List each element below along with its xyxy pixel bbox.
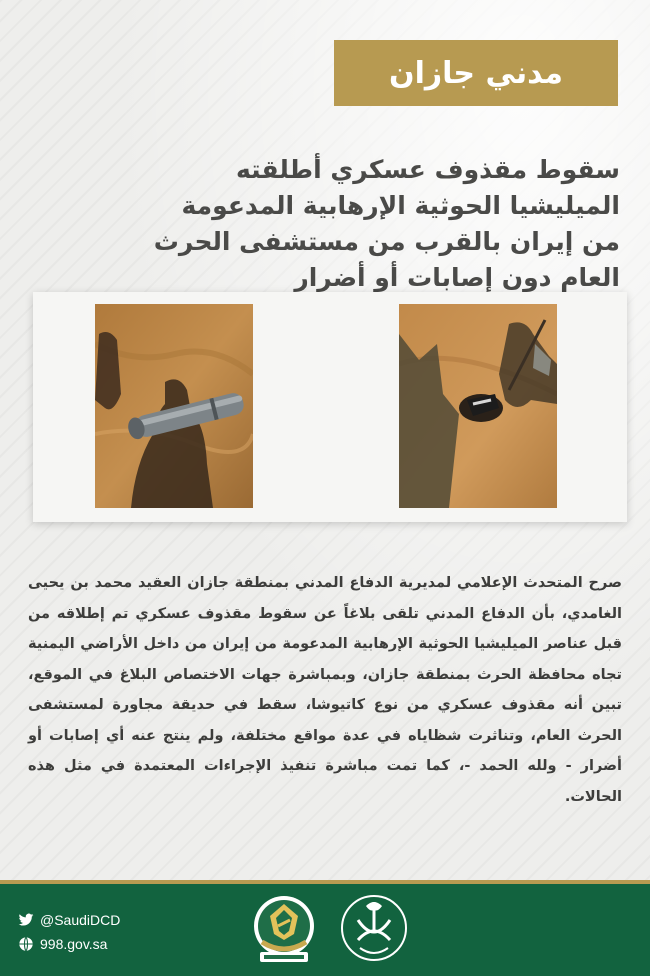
website-url: 998.gov.sa: [40, 936, 108, 952]
twitter-icon: [18, 912, 34, 928]
body-paragraph: صرح المتحدث الإعلامي لمديرية الدفاع المدني بمنطقة جازان العقيد محمد بن يحيى الغامدي، بأن الدفاع المدني تلقى بلاغاً عن سقوط مقذوف عسكري تم إطلاقه من قبل عناصر الميليشيا الحوثية الإرهابية المدعومة من إيران من داخل الأراضي اليمنية تجاه محافظة الحرث بمنطقة جازان، وبمباشرة جهات الاختصاص البلاغ في الموقع، تبين أنه مقذوف عسكري من نوع كاتيوشا، سقط في حديقة مجاورة لمستشفى الحرث العام، وتناثرت شظاياه في عدة مواقع مختلفة، ولم ينتج عنه أي إصابات أو أضرار - ولله الحمد -، كما تمت مباشرة تنفيذ الإجراءات المعتمدة في مثل هذه الحالات.: [28, 575, 622, 805]
projectile-photo-right: [399, 304, 557, 508]
saudi-emblem: [338, 892, 410, 966]
civil-defense-emblem: [248, 892, 320, 966]
projectile-photo-left: [95, 304, 253, 508]
social-links: [18, 908, 120, 956]
twitter-handle: @SaudiDCD: [40, 912, 121, 928]
header-title: مدني جازان: [389, 55, 564, 91]
twitter-link[interactable]: [18, 908, 120, 932]
header-banner: [334, 40, 618, 106]
headline: سقوط مقذوف عسكري أطلقته الميليشيا الحوثية الإرهابية المدعومة من إيران بالقرب من مستشفى الحرث العام دون إصابات أو أضرار: [153, 155, 620, 292]
website-link[interactable]: [18, 932, 120, 956]
footer-divider: [0, 880, 650, 884]
photo-card: [33, 292, 627, 522]
globe-icon: [18, 936, 34, 952]
